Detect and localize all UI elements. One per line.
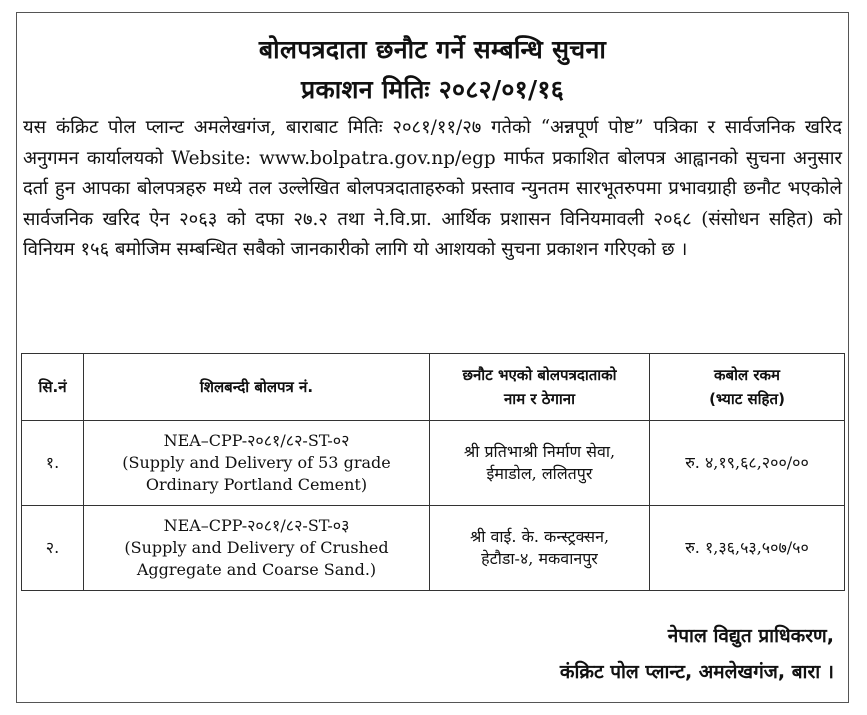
row-bidder (430, 506, 650, 591)
bid-description-line-2: Ordinary Portland Cement) (145, 475, 368, 494)
signature-office: कंक्रिट पोल प्लान्ट, अमलेखगंज, बारा । (559, 661, 834, 683)
row-bidder (430, 421, 650, 506)
row-amount: रु. ४,१९,६८,२००/०० (650, 421, 845, 506)
row-bid-number (84, 506, 430, 591)
signature-organization: नेपाल विद्युत प्राधिकरण, (667, 625, 834, 647)
bid-number: NEA–CPP-२०८१/८२-ST-०३ (163, 516, 350, 535)
bid-description-line-1: (Supply and Delivery of 53 grade (122, 453, 391, 472)
table-header-row (22, 354, 845, 421)
bid-number: NEA–CPP-२०८१/८२-ST-०२ (163, 431, 350, 450)
header-amount-line-1: कबोल रकम (714, 366, 780, 384)
header-sn: सि.नं (22, 354, 84, 421)
header-amount (650, 354, 845, 421)
notice-title: बोलपत्रदाता छनौट गर्ने सम्बन्धि सुचना (258, 35, 607, 64)
notice-document (16, 12, 849, 703)
header-bid-number: शिलबन्दी बोलपत्र नं. (84, 354, 430, 421)
table-row (22, 506, 845, 591)
row-sn: १. (22, 421, 84, 506)
row-amount: रु. १,३६,५३,५०७/५० (650, 506, 845, 591)
header-bidder-line-1: छनौट भएको बोलपत्रदाताको (462, 366, 617, 384)
bidder-name: श्री प्रतिभाश्री निर्माण सेवा, (463, 442, 616, 461)
header-amount-line-2: (भ्याट सहित) (709, 390, 785, 408)
bidder-address: ईमाडोल, ललितपुर (486, 464, 593, 483)
bid-description-line-2: Aggregate and Coarse Sand.) (136, 560, 377, 579)
bid-description-line-1: (Supply and Delivery of Crushed (124, 538, 389, 557)
header-bidder-line-2: नाम र ठेगाना (503, 390, 575, 408)
publication-date: प्रकाशन मितिः २०८२/०१/१६ (300, 75, 565, 104)
header-bidder (430, 354, 650, 421)
bidder-address: हेटौडा-४, मकवानपुर (481, 549, 598, 568)
notice-body: यस कंक्रिट पोल प्लान्ट अमलेखगंज, बाराबाट मितिः २०८१/११/२७ गतेको “अन्नपूर्ण पोष्ट” पत्रिका र सार्वजनिक खरिद अनुगमन कार्यालयको Website: www.bolpatra.gov.np/egp मार्फत प्रकाशित बोलपत्र आह्वानको सुचना अनुसार दर्ता हुन आपका बोलपत्रहरु मध्ये तल उल्लेखित बोलपत्रदाताहरुको प्रस्ताव न्युनतम सारभूतरुपमा प्रभावग्राही छनौट भएकोले सार्वजनिक खरिद ऐन २०६३ को दफा २७.२ तथा ने.वि.प्रा. आर्थिक प्रशासन विनियमावली २०६८ (संसोधन सहित) को विनियम १५६ बमोजिम सम्बन्धित सबैको जानकारीको लागि यो आशयको सुचना प्रकाशन गरिएको छ । (23, 117, 842, 260)
row-bid-number (84, 421, 430, 506)
row-sn: २. (22, 506, 84, 591)
award-table (21, 353, 845, 591)
table-row (22, 421, 845, 506)
bidder-name: श्री वाई. के. कन्स्ट्रक्सन, (469, 527, 610, 546)
